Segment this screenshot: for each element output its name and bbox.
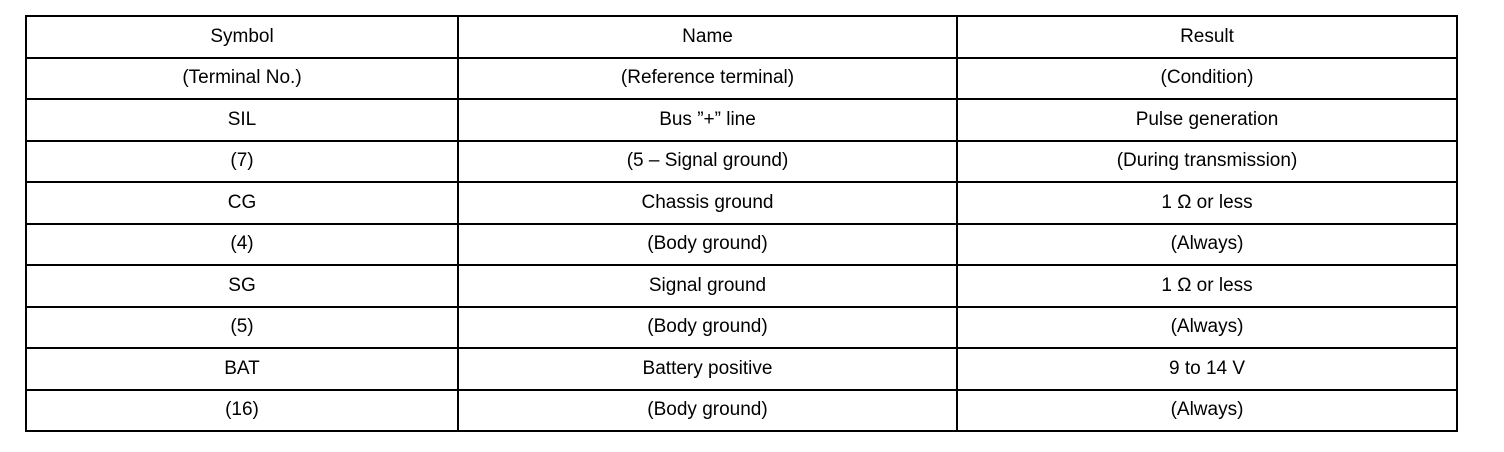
table-row	[26, 141, 1457, 183]
table-row	[26, 348, 1457, 390]
reference-cell: (Body ground)	[458, 390, 957, 432]
table-row	[26, 265, 1457, 307]
table-row	[26, 224, 1457, 266]
header-symbol: Symbol	[26, 16, 458, 58]
name-cell: Signal ground	[458, 265, 957, 307]
symbol-cell: SIL	[26, 99, 458, 141]
result-cell: 9 to 14 V	[957, 348, 1457, 390]
reference-cell: (5 – Signal ground)	[458, 141, 957, 183]
terminal-cell: (16)	[26, 390, 458, 432]
condition-cell: (Always)	[957, 307, 1457, 349]
header-result: Result	[957, 16, 1457, 58]
symbol-cell: SG	[26, 265, 458, 307]
terminal-cell: (7)	[26, 141, 458, 183]
table-row	[26, 307, 1457, 349]
result-cell: 1 Ω or less	[957, 182, 1457, 224]
symbol-cell: BAT	[26, 348, 458, 390]
condition-cell: (During transmission)	[957, 141, 1457, 183]
result-cell: 1 Ω or less	[957, 265, 1457, 307]
reference-cell: (Body ground)	[458, 307, 957, 349]
reference-cell: (Body ground)	[458, 224, 957, 266]
table-row	[26, 99, 1457, 141]
name-cell: Chassis ground	[458, 182, 957, 224]
terminal-cell: (5)	[26, 307, 458, 349]
header-condition: (Condition)	[957, 58, 1457, 100]
condition-cell: (Always)	[957, 224, 1457, 266]
table-row	[26, 390, 1457, 432]
header-subrow	[26, 58, 1457, 100]
table-row	[26, 182, 1457, 224]
result-cell: Pulse generation	[957, 99, 1457, 141]
header-reference-terminal: (Reference terminal)	[458, 58, 957, 100]
terminal-spec-table	[25, 15, 1458, 432]
header-row	[26, 16, 1457, 58]
header-terminal-no: (Terminal No.)	[26, 58, 458, 100]
header-name: Name	[458, 16, 957, 58]
name-cell: Bus ”+” line	[458, 99, 957, 141]
symbol-cell: CG	[26, 182, 458, 224]
name-cell: Battery positive	[458, 348, 957, 390]
terminal-cell: (4)	[26, 224, 458, 266]
condition-cell: (Always)	[957, 390, 1457, 432]
